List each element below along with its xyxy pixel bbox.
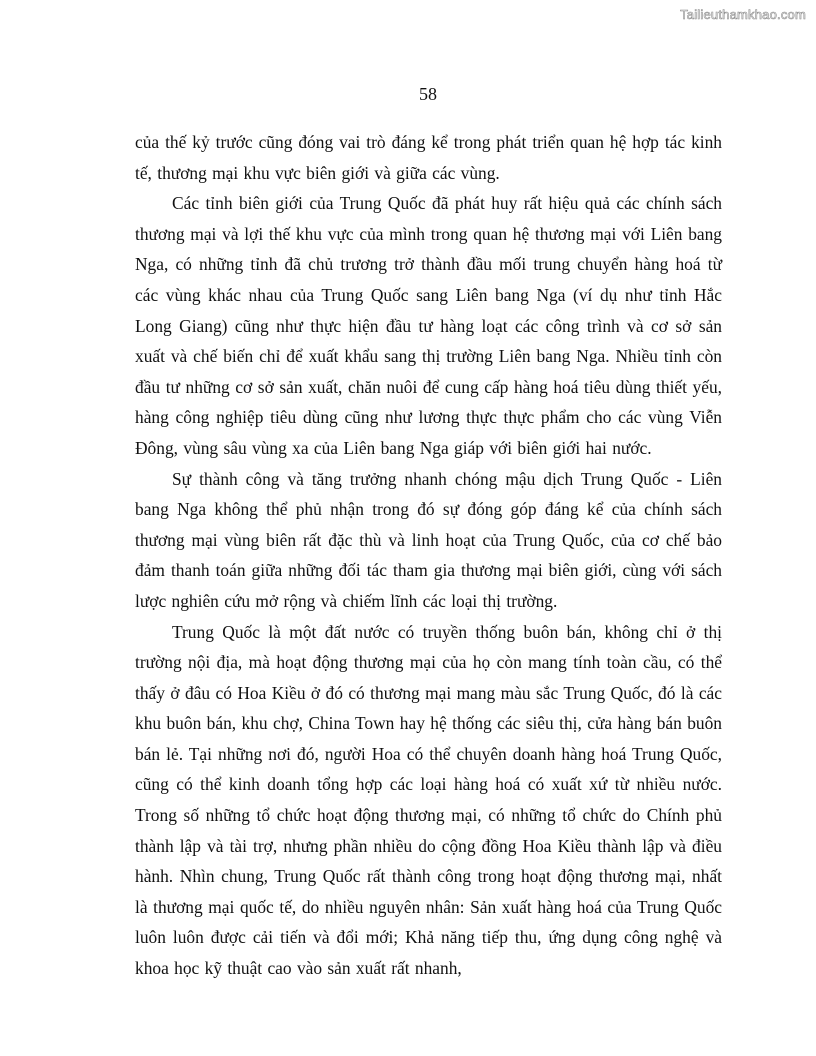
paragraph-continuation: của thế kỷ trước cũng đóng vai trò đáng kể trong phát triển quan hệ hợp tác kinh tế, thương mại khu vực biên giới và giữa các vùng. bbox=[135, 132, 722, 183]
page-number: 58 bbox=[419, 84, 437, 104]
watermark-text: Tailieuthamkhao.com bbox=[680, 7, 806, 22]
document-body bbox=[135, 127, 722, 984]
paragraph-border-provinces: Các tỉnh biên giới của Trung Quốc đã phát huy rất hiệu quả các chính sách thương mại và lợi thế khu vực của mình trong quan hệ thương mại với Liên bang Nga, có những tỉnh đã chủ trương trở thành đầu mối trung chuyển hàng hoá từ các vùng khác nhau của Trung Quốc sang Liên bang Nga (ví dụ như tỉnh Hắc Long Giang) cũng như thực hiện đầu tư hàng loạt các công trình và cơ sở sản xuất và chế biến chỉ để xuất khẩu sang thị trường Liên bang Nga. Nhiều tỉnh còn đầu tư những cơ sở sản xuất, chăn nuôi để cung cấp hàng hoá tiêu dùng thiết yếu, hàng công nghiệp tiêu dùng cũng như lương thực thực phẩm cho các vùng Viễn Đông, vùng sâu vùng xa của Liên bang Nga giáp với biên giới hai nước. bbox=[135, 193, 722, 458]
paragraph-trading-tradition: Trung Quốc là một đất nước có truyền thống buôn bán, không chỉ ở thị trường nội địa, mà hoạt động thương mại của họ còn mang tính toàn cầu, có thể thấy ở đâu có Hoa Kiều ở đó có thương mại mang màu sắc Trung Quốc, đó là các khu buôn bán, khu chợ, China Town hay hệ thống các siêu thị, cửa hàng bán buôn bán lẻ. Tại những nơi đó, người Hoa có thể chuyên doanh hàng hoá Trung Quốc, cũng có thể kinh doanh tổng hợp các loại hàng hoá có xuất xứ từ nhiều nước. Trong số những tổ chức hoạt động thương mại, có những tổ chức do Chính phủ thành lập và tài trợ, nhưng phần nhiều do cộng đồng Hoa Kiều thành lập và điều hành. Nhìn chung, Trung Quốc rất thành công trong hoạt động thương mại, nhất là thương mại quốc tế, do nhiều nguyên nhân: Sản xuất hàng hoá của Trung Quốc luôn luôn được cải tiến và đổi mới; Khả năng tiếp thu, ứng dụng công nghệ và khoa học kỹ thuật cao vào sản xuất rất nhanh, bbox=[135, 621, 722, 979]
paragraph-trade-success: Sự thành công và tăng trưởng nhanh chóng mậu dịch Trung Quốc - Liên bang Nga không thể phủ nhận trong đó sự đóng góp đáng kể của chính sách thương mại vùng biên rất đặc thù và linh hoạt của Trung Quốc, của cơ chế bảo đảm thanh toán giữa những đối tác tham gia thương mại biên giới, cùng với sách lược nghiên cứu mở rộng và chiếm lĩnh các loại thị trường. bbox=[135, 468, 722, 611]
